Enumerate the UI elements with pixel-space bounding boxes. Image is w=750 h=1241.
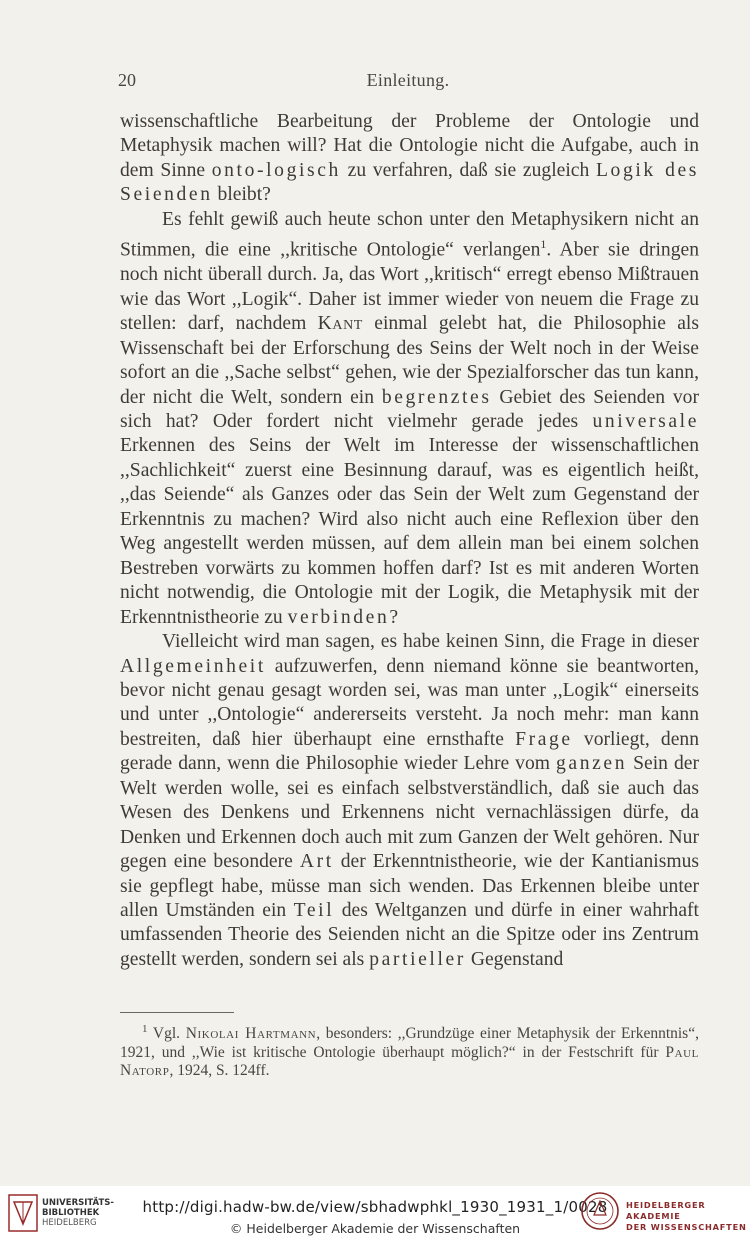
emphasis-spaced: ganzen: [556, 753, 628, 775]
text-run: ?: [389, 606, 399, 628]
footnote: [120, 1020, 699, 1081]
text-run: Gebiet des Seienden vor sich hat? Oder fordert nicht vielmehr gerade jedes: [120, 386, 699, 432]
emphasis-spaced: partieller: [369, 948, 466, 970]
text-run: vorliegt, denn gerade dann, wenn die Philosophie wieder Lehre vom: [120, 728, 699, 775]
text-run: Gegenstand: [465, 948, 564, 970]
emphasis-spaced: Art: [299, 851, 334, 873]
emphasis-spaced: Frage: [515, 728, 573, 750]
academy-name-line-2: DER WISSENSCHAFTEN: [626, 1222, 747, 1232]
text-run: des Weltganzen und dürfe in einer wahrhaft umfassenden Theorie des Seienden nicht an die Spitze oder ins Zentrum gestellt werden, sondern sei als: [120, 900, 699, 970]
text-run: der Erkenntnistheorie, wie der Kantianismus sie gepflegt habe, müsse man sich wenden. Das Erkennen bleibe unter allen Umständen ein: [120, 851, 699, 922]
text-run: zu verfahren, daß sie zugleich: [340, 159, 596, 181]
emphasis-spaced: begrenztes: [381, 386, 492, 408]
viewer-footer: [0, 1186, 750, 1241]
body-text: [120, 110, 699, 972]
copyright-notice: © Heidelberger Akademie der Wissenschaften: [229, 1221, 521, 1236]
library-name-line-2: BIBLIOTHEK: [42, 1208, 100, 1218]
academy-seal-icon: [580, 1191, 620, 1231]
text-run: wissenschaftliche Bearbeitung der Probleme der Ontologie und Metaphysik machen will? Hat die Ontologie nicht die Aufgabe, auch in dem Sinne: [120, 111, 699, 181]
name-smallcaps: Kant: [317, 313, 363, 335]
emphasis-spaced: universale: [592, 410, 699, 432]
running-head: [118, 70, 698, 92]
page-number: 20: [118, 70, 136, 90]
emphasis-spaced: Allgemeinheit: [120, 655, 266, 677]
paragraph-1: [120, 110, 699, 208]
text-run: aufzuwerfen, denn niemand könne sie beantworten, bevor nicht genau gesagt worden sei, was man unter ,,Logik“ einerseits und unter ,,Ontologie“ andererseits versteht. Ja noch mehr: man kann bestreiten, daß hier überhaupt eine ernsthafte: [120, 655, 699, 750]
text-run: , besonders: ,,Grundzüge einer Metaphysik der Erkenntnis“, 1921, und ,,Wie ist kritische Ontologie überhaupt möglich?“ in der Festschrift für: [120, 1025, 699, 1061]
name-smallcaps: Paul Natorp: [120, 1043, 699, 1080]
name-smallcaps: Nikolai Hartmann: [185, 1025, 317, 1043]
emphasis-spaced: Teil: [293, 900, 335, 922]
running-title: Einleitung.: [366, 70, 450, 90]
emphasis-spaced: verbinden: [287, 606, 390, 628]
footnote-rule: [120, 1012, 234, 1013]
footnote-number: 1: [142, 1023, 148, 1035]
emphasis-spaced: Logik des Seienden: [120, 159, 699, 206]
emphasis-spaced: onto-logisch: [211, 159, 341, 181]
footnote-ref: 1: [540, 237, 547, 252]
text-run: einmal gelebt hat, die Philosophie als Wissenschaft bei der Erforschung des Seins der Welt noch in der Weise sofort an die ,,Sache selbst“ gehen, wie der Spezialforscher das tun kann, der nicht die Welt, sondern ein: [120, 313, 699, 408]
text-run: Es fehlt gewiß auch heute schon unter den Metaphysikern nicht an Stimmen, die eine ,,kritische Ontologie“ verlangen: [120, 208, 699, 261]
text-run: Sein der Welt werden wolle, sei es einfach selbstverständlich, daß sie auch das Wesen des Denkens und Erkennens nicht vernachlässigen dürfe, da Denken und Erkennen doch auch mit zum Ganzen der Welt gehören. Nur gegen eine besondere: [120, 753, 699, 873]
academy-label: [626, 1200, 750, 1233]
paragraph-2: [120, 208, 699, 630]
library-city: HEIDELBERG: [42, 1218, 97, 1228]
academy-name-line-1: HEIDELBERGER AKADEMIE: [626, 1200, 706, 1221]
text-run: Vielleicht wird man sagen, es habe keinen Sinn, die Frage in dieser: [162, 631, 699, 653]
text-run: Erkennen des Seins der Welt im Interesse der wissenschaftlichen ,,Sachlichkeit“ zuerst eine Besinnung darauf, was es eigentlich heißt, ,,das Seiende“ als Ganzes oder das Sein der Welt zum Gegenstand der Erkenntnis zu machen? Wird also nicht auch eine Reflexion über den Weg angestellt werden müssen, auf dem allein man bei einem solchen Bestreben vorwärts zu kommen hoffen darf? Ist es mit anderen Worten nicht notwendig, die Ontologie mit der Logik, die Metaphysik mit der Erkenntnistheorie zu: [120, 435, 699, 628]
permalink-url[interactable]: http://digi.hadw-bw.de/view/sbhadwphkl_1930_1931_1/0028: [142, 1198, 608, 1216]
text-run: , 1924, S. 124ff.: [169, 1062, 270, 1080]
library-name-line-1: UNIVERSITÄTS-: [42, 1198, 114, 1208]
text-run: bleibt?: [212, 184, 271, 206]
paragraph-3: [120, 630, 699, 972]
text-run: . Aber sie dringen noch nicht überall durch. Ja, das Wort ,,kritisch“ erregt ebenso Mißtrauen wie das Wort ,,Logik“. Daher ist immer wieder von neuem die Frage zu stellen: darf, nachdem: [120, 239, 699, 335]
text-run: Vgl.: [147, 1025, 186, 1043]
